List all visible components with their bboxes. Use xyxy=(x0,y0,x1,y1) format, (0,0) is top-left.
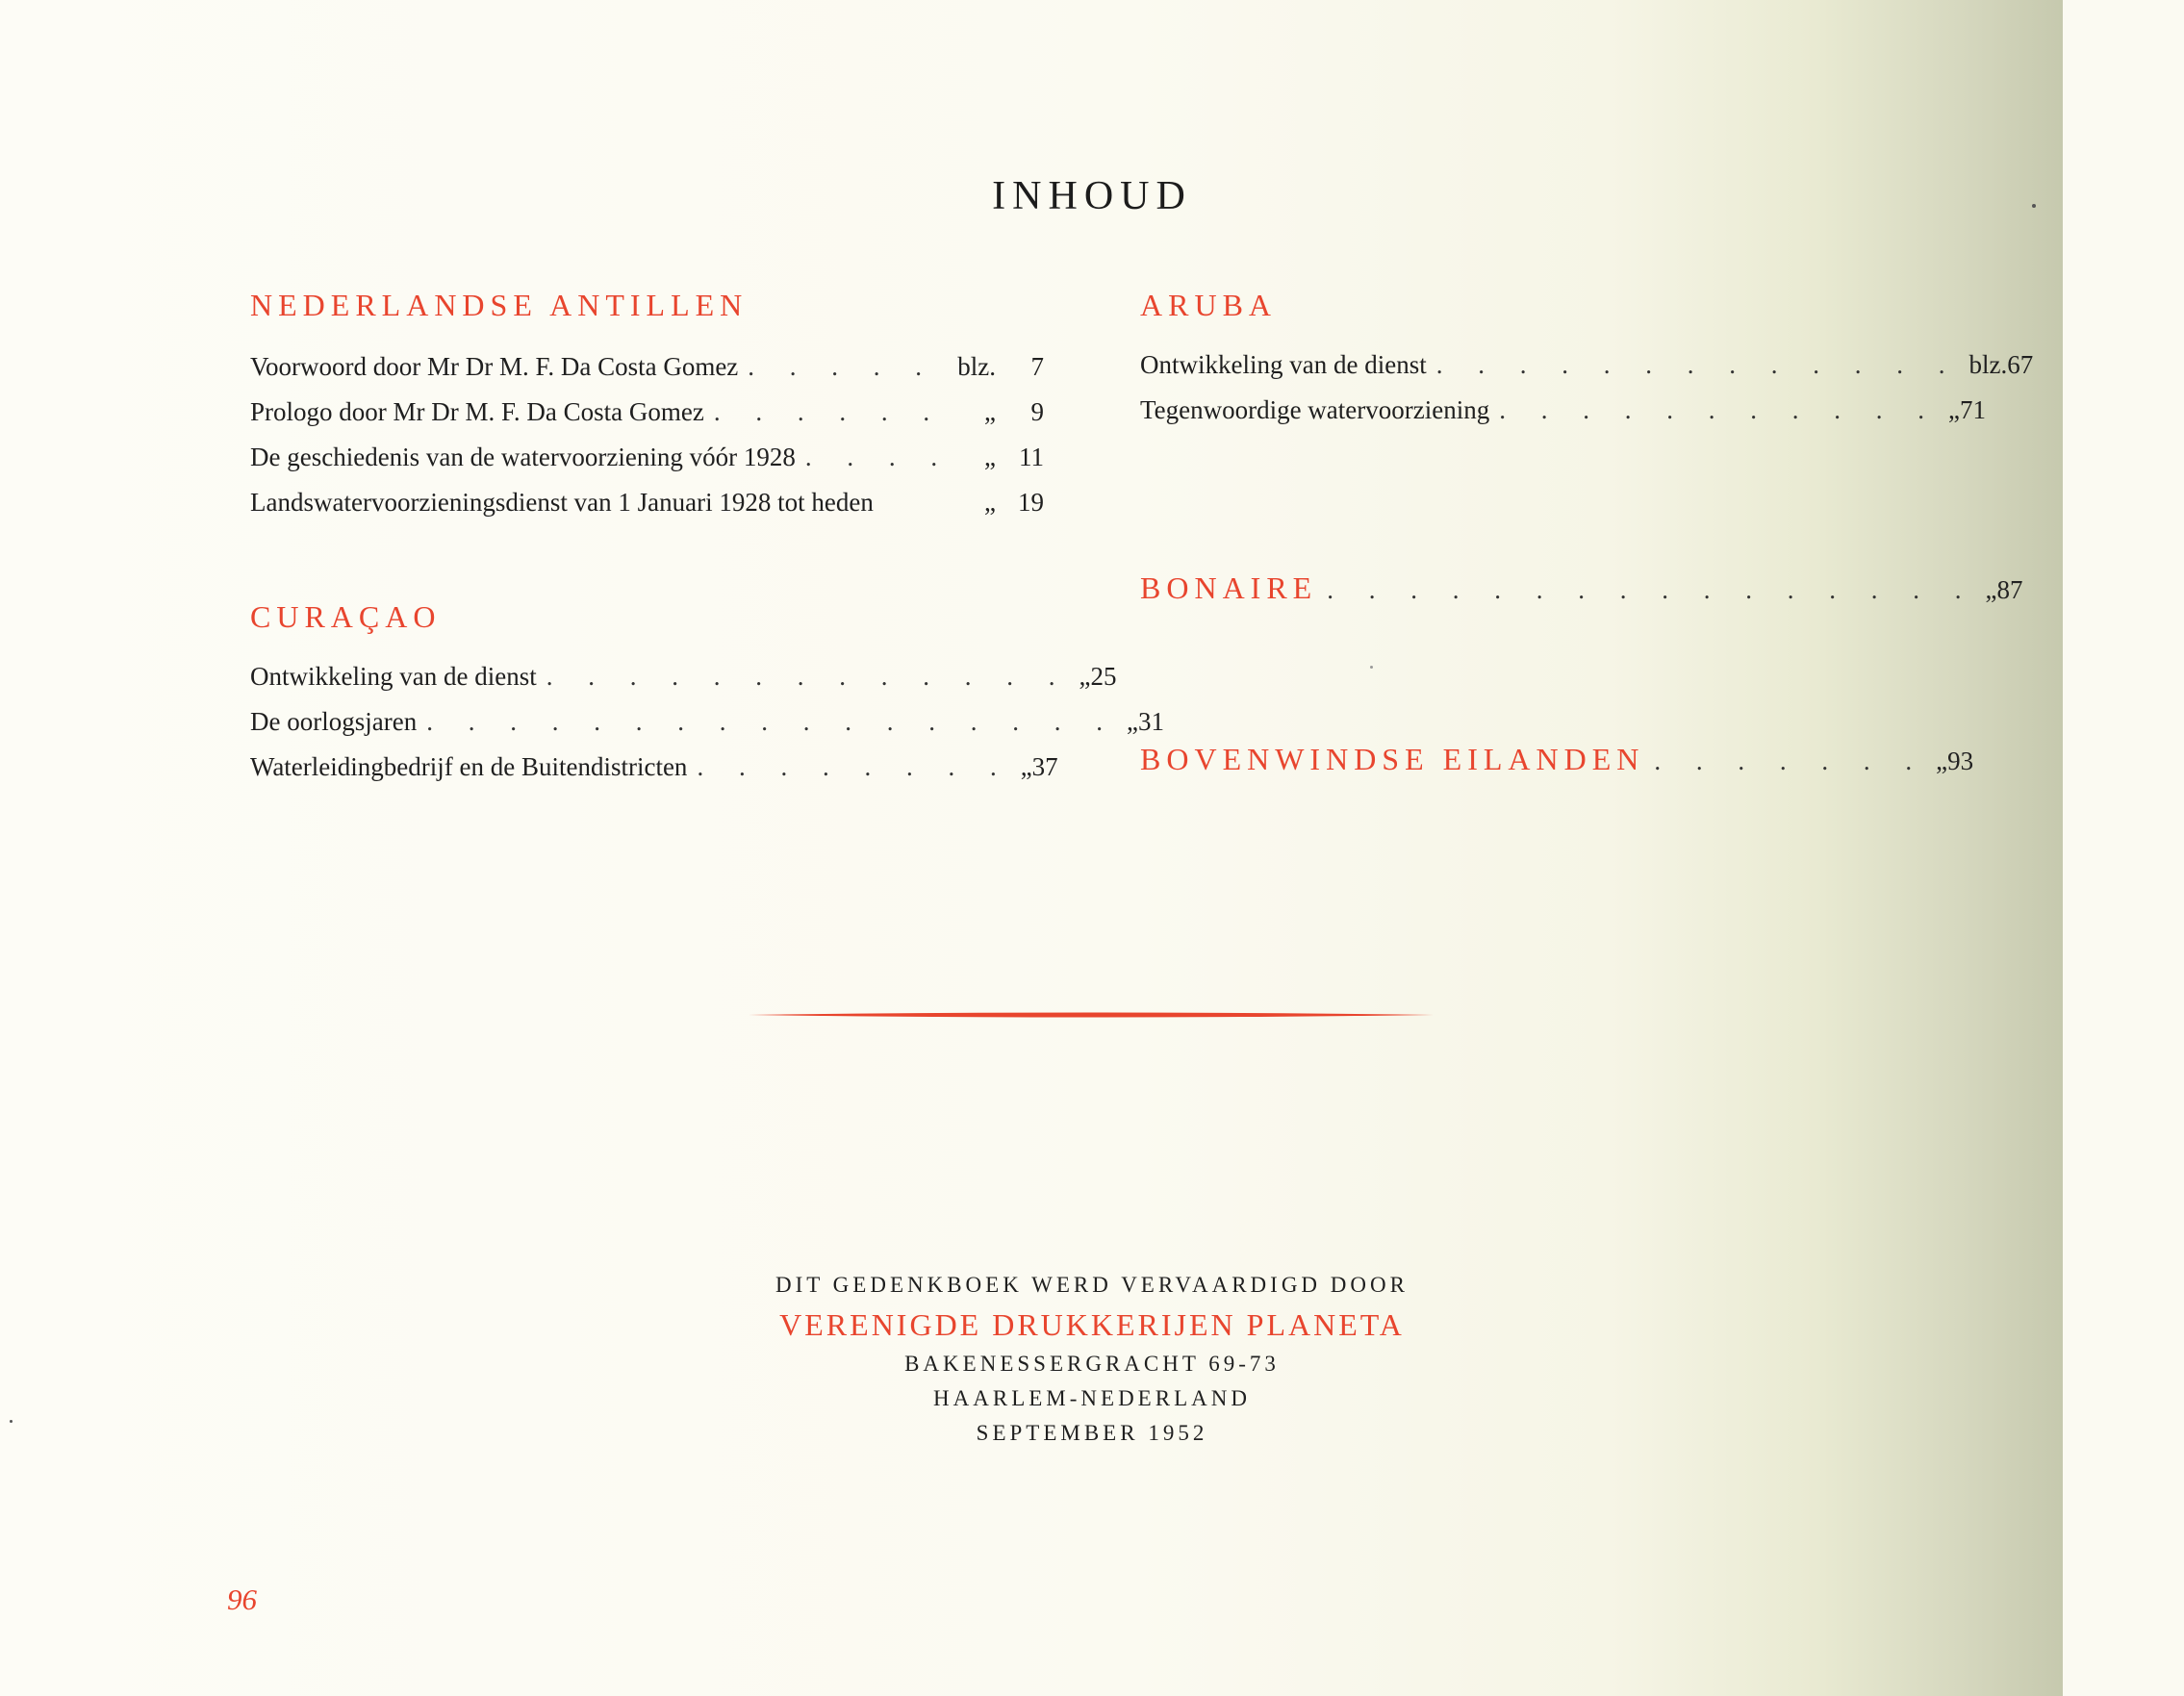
dot-leader: . . . . . . . . xyxy=(697,752,1011,781)
dot-leader: . . . . . . . . . . . . . . . . . xyxy=(426,707,1117,736)
section-heading: ARUBA xyxy=(1140,288,1278,322)
decorative-rule xyxy=(749,1012,1434,1018)
printer-name: VERENIGDE DRUKKERIJEN PLANETA xyxy=(779,1307,1405,1342)
dot-leader: . . . . . xyxy=(748,352,937,381)
entry-title: De geschiedenis van de watervoorziening vóór 1928 xyxy=(250,443,796,471)
toc-entry xyxy=(250,699,1164,745)
entry-title: Ontwikkeling van de dienst xyxy=(250,662,537,691)
paper-speck xyxy=(2032,204,2036,208)
toc-entry xyxy=(1140,342,2034,388)
toc-section-curacao xyxy=(250,596,1164,790)
page-ref: 87 xyxy=(1996,575,2023,604)
section-heading: BOVENWINDSE EILANDEN xyxy=(1140,742,1645,776)
printer-address: BAKENESSERGRACHT 69-73 xyxy=(904,1352,1280,1376)
page-prefix: „ xyxy=(1936,747,1948,775)
toc-entry xyxy=(250,390,1044,435)
page-prefix: „ xyxy=(984,488,996,517)
toc-right-column xyxy=(1137,285,2034,785)
paper-speck xyxy=(10,1420,13,1423)
dot-leader: . . . . . . . . . . . . . xyxy=(1435,350,1960,379)
page-ref: 31 xyxy=(1137,707,1164,736)
entry-title: Landswatervoorzieningsdienst van 1 Januari 1928 tot heden xyxy=(250,488,874,517)
toc-entry xyxy=(250,344,1044,390)
page-prefix: blz. xyxy=(957,352,996,381)
page-prefix: „ xyxy=(1947,395,1960,424)
section-heading: NEDERLANDSE ANTILLEN xyxy=(250,288,749,322)
entry-title: Waterleidingbedrijf en de Buitendistricten xyxy=(250,752,688,781)
paper-speck xyxy=(1370,666,1373,669)
page-ref: 11 xyxy=(1019,443,1044,471)
dot-leader: . . . . xyxy=(804,443,952,471)
page-prefix: „ xyxy=(1985,575,1997,604)
page-ref: 93 xyxy=(1947,747,1974,775)
page-prefix: „ xyxy=(1126,707,1138,736)
toc-entry xyxy=(250,745,1058,790)
toc-entry xyxy=(250,435,1044,480)
toc-left-column xyxy=(250,285,1164,790)
colophon xyxy=(0,1268,2184,1451)
toc-section-nederlandse-antillen xyxy=(250,285,1044,525)
dot-leader: . . . . . . . . . . . . . xyxy=(546,662,1070,691)
dot-leader: . . . . . . . . . . . . . . . . xyxy=(1327,575,1976,604)
toc-section-bonaire xyxy=(1140,566,2023,614)
page-ref: 71 xyxy=(1959,395,1986,424)
page-ref: 37 xyxy=(1031,752,1058,781)
dot-leader: . . . . . . . . . . . xyxy=(1499,395,1939,424)
toc-entry xyxy=(250,654,1117,699)
page-ref: 19 xyxy=(1018,488,1044,517)
section-heading: BONAIRE xyxy=(1140,570,1318,605)
toc-entry xyxy=(250,480,1044,525)
page-prefix: „ xyxy=(984,443,996,471)
page-ref: 67 xyxy=(2007,350,2034,379)
page-title: INHOUD xyxy=(992,174,1192,218)
entry-title: Prologo door Mr Dr M. F. Da Costa Gomez xyxy=(250,397,704,426)
toc-section-bovenwindse-eilanden xyxy=(1140,737,1974,785)
page-number: 96 xyxy=(227,1582,257,1616)
dot-leader: . . . . . . xyxy=(713,397,945,426)
printer-city: HAARLEM-NEDERLAND xyxy=(933,1386,1251,1410)
toc-entry xyxy=(1140,388,1986,433)
page-ref: 9 xyxy=(1030,397,1044,426)
entry-title: Ontwikkeling van de dienst xyxy=(1140,350,1427,379)
print-date: SEPTEMBER 1952 xyxy=(976,1421,1208,1445)
page-prefix: blz. xyxy=(1968,350,2008,379)
dot-leader: . . . . . . . xyxy=(1654,747,1927,775)
page-ref: 7 xyxy=(1030,352,1044,381)
colophon-intro: DIT GEDENKBOEK WERD VERVAARDIGD DOOR xyxy=(775,1273,1409,1297)
entry-title: Tegenwoordige watervoorziening xyxy=(1140,395,1490,424)
page-ref: 25 xyxy=(1090,662,1117,691)
section-heading: CURAÇAO xyxy=(250,599,442,634)
toc-section-aruba xyxy=(1140,285,2034,433)
entry-title: Voorwoord door Mr Dr M. F. Da Costa Gomez xyxy=(250,352,739,381)
page-prefix: „ xyxy=(984,397,996,426)
entry-title: De oorlogsjaren xyxy=(250,707,418,736)
page-prefix: „ xyxy=(1079,662,1091,691)
page-prefix: „ xyxy=(1020,752,1032,781)
